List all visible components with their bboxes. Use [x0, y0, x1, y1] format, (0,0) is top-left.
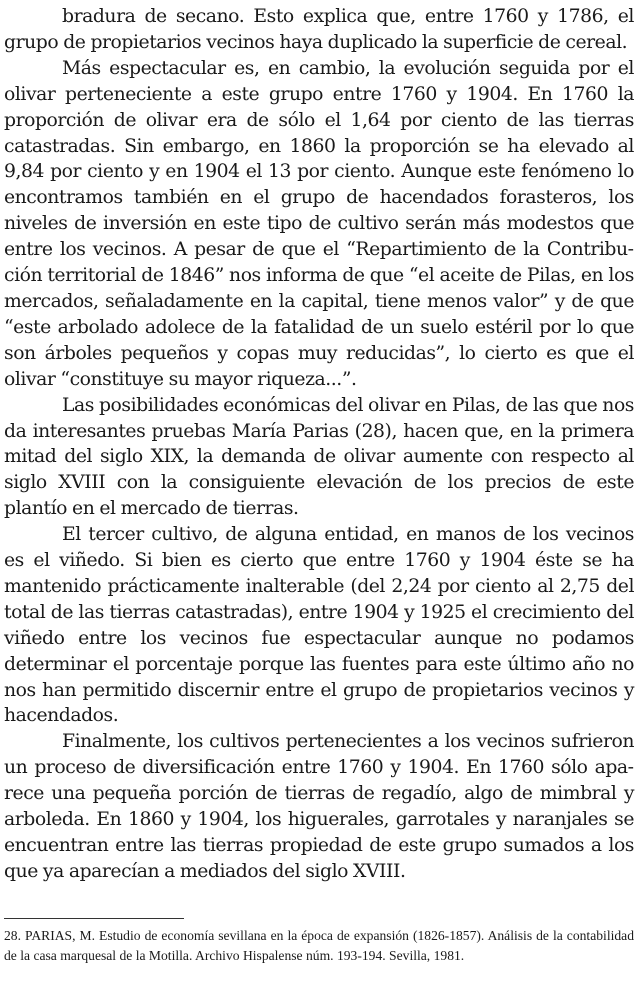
document-page	[4, 4, 634, 963]
paragraph-4: El tercer cultivo, de alguna entidad, en manos de los vecinos es el viñedo. Si bien es cierto que entre 1760 y 1904 éste se ha mantenido prácticamente inalterable (del 2,24 por ciento al 2,75 del total de las tierras catastradas), entre 1904 y 1925 el crecimiento del viñedo entre los vecinos fue espectacular aunque no podamos determinar el porcentaje porque las fuentes para este último año no nos han permitido discernir entre el grupo de propietarios vecinos y hacendados.	[4, 524, 634, 727]
body-text	[4, 4, 634, 885]
footnote-28: 28. PARIAS, M. Estudio de economía sevillana en la época de expansión (1826-1857). Análisis de la contabilidad de la casa marquesal de la Motilla. Archivo Hispalense núm. 193-194. Sevilla, 1981.	[4, 928, 634, 963]
paragraph-1: bradura de secano. Esto explica que, entre 1760 y 1786, el grupo de propietarios vecinos haya duplicado la superficie de cereal.	[4, 6, 634, 53]
paragraph-3: Las posibilidades económicas del olivar en Pilas, de las que nos da interesantes pruebas María Parias (28), hacen que, en la primera mitad del siglo XIX, la demanda de olivar aumente con respecto al siglo XVIII con la consiguiente elevación de los precios de este plantío en el mercado de tierras.	[4, 394, 634, 520]
footnote-divider	[4, 918, 184, 919]
paragraph-5: Finalmente, los cultivos pertenecientes a los vecinos sufrieron un proceso de diversificación entre 1760 y 1904. En 1760 sólo aparece una pequeña porción de tierras de regadío, algo de mimbral y arboleda. En 1860 y 1904, los higuerales, garrotales y naranjales se encuentran entre las tierras propiedad de este grupo sumados a los que ya aparecían a mediados del siglo XVIII.	[4, 731, 634, 882]
paragraph-2: Más espectacular es, en cambio, la evolución seguida por el olivar perteneciente a este grupo entre 1760 y 1904. En 1760 la proporción de olivar era de sólo el 1,64 por ciento de las tierras catastradas. Sin embargo, en 1860 la proporción se ha elevado al 9,84 por ciento y en 1904 el 13 por ciento. Aunque este fenómeno lo encontramos también en el grupo de hacendados forasteros, los niveles de inversión en este tipo de cultivo serán más modestos que entre los vecinos. A pesar de que el “Repartimiento de la Contribución territorial de 1846” nos informa de que “el aceite de Pilas, en los mercados, señaladamente en la capital, tiene menos valor” y de que “este arbolado adolece de la fatalidad de un suelo estéril por lo que son árboles pequeños y copas muy reducidas”, lo cierto es que el olivar “constituye su mayor riqueza...”.	[4, 57, 634, 390]
